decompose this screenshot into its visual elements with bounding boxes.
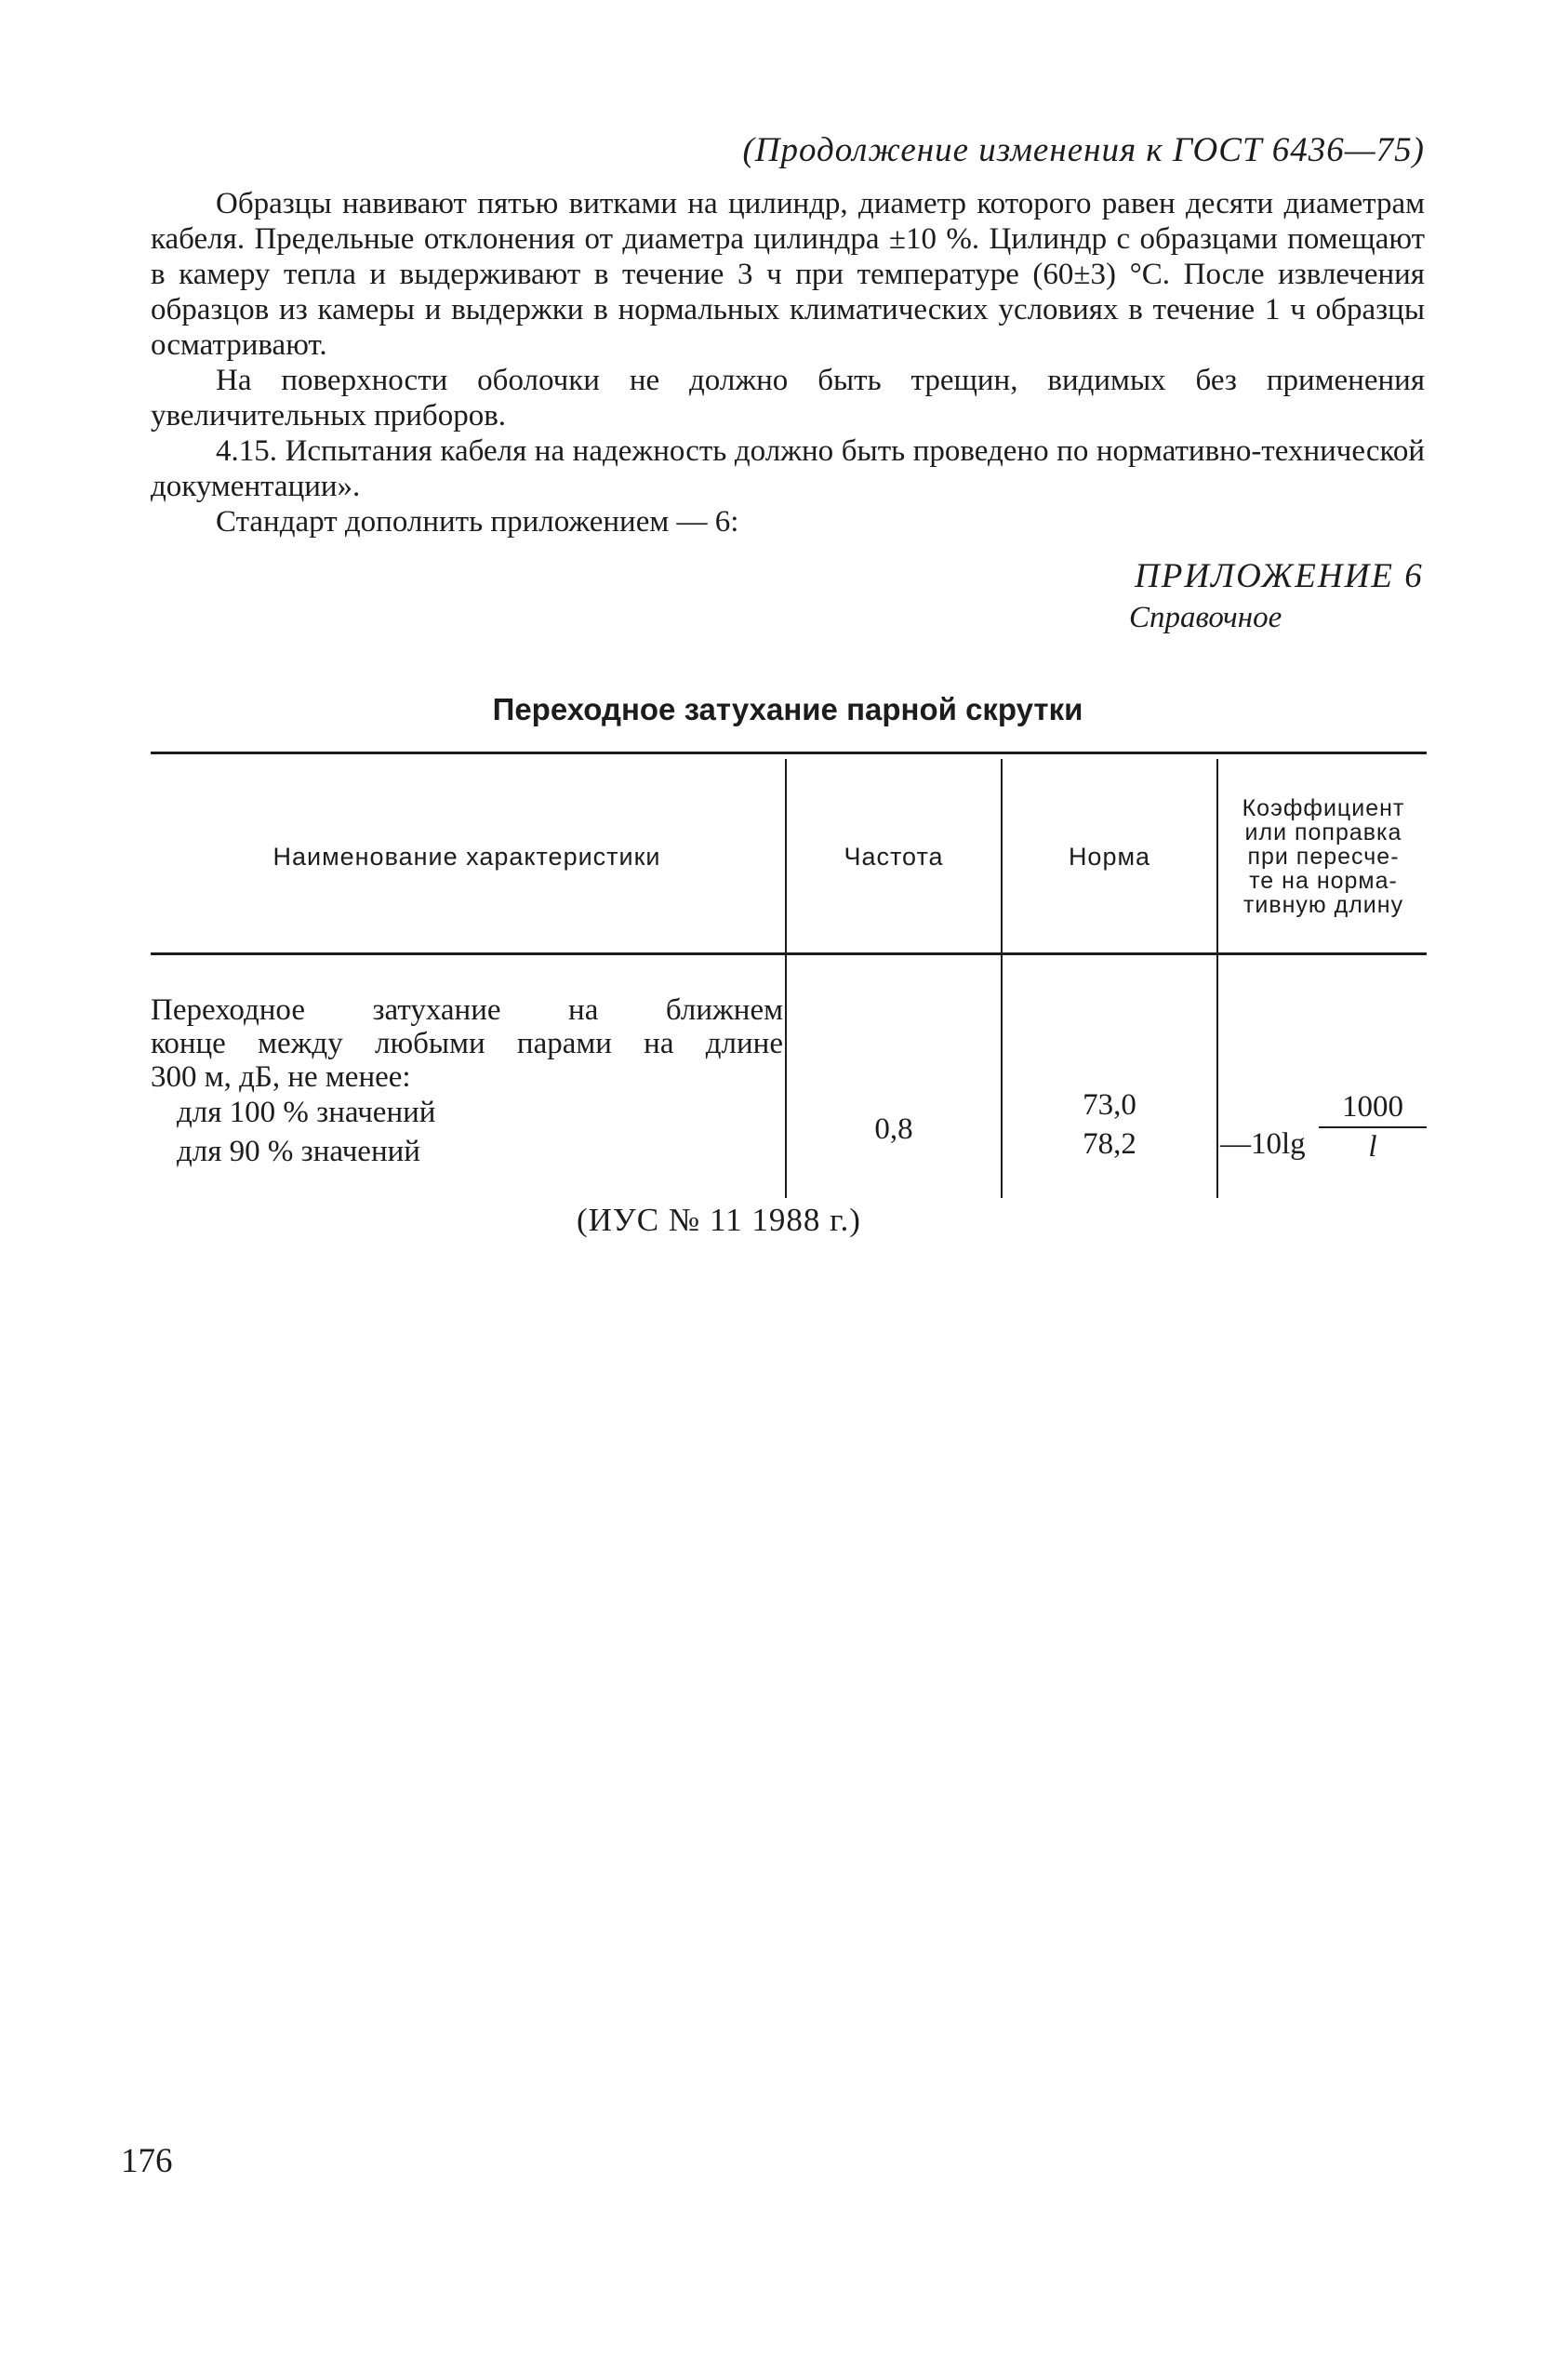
paragraph: 4.15. Испытания кабеля на надежность должно быть проведено по нормативно-технической документации». <box>151 434 1425 503</box>
paragraph: Образцы навивают пятью витками на цилиндр, диаметр которого равен десяти диаметрам кабеля. Предельные отклонения от диаметра цилиндра ±10 %. Цилиндр с образцами помещают в камеру тепла и выдерживают в течение 3 ч при температуре (60±3) °С. После извлечения образцов из камеры и выдержки в нормальных климатических условиях в течение 1 ч образцы осматривают. <box>151 187 1425 362</box>
page-number: 176 <box>121 2142 173 2180</box>
paragraph: Стандарт дополнить приложением — 6: <box>216 505 739 539</box>
fraction-bar <box>1319 1126 1427 1128</box>
row-name-line: Переходное затухание на ближнем <box>151 993 783 1027</box>
table-title: Переходное затухание парной скрутки <box>492 692 1083 726</box>
formula-denominator: l <box>1368 1130 1377 1164</box>
column-divider <box>1216 759 1218 1198</box>
ius-reference: (ИУС № 11 1988 г.) <box>577 1202 861 1238</box>
paragraph: На поверхности оболочки не должно быть трещин, видимых без применения увеличительных приборов. <box>151 364 1425 433</box>
row-sub-item: для 100 % значений <box>177 1096 436 1129</box>
row-name-line: конце между любыми парами на длине <box>151 1027 783 1060</box>
body-text <box>151 186 1425 539</box>
document-header: (Продолжение изменения к ГОСТ 6436—75) <box>742 131 1425 169</box>
table-top-rule <box>151 752 1427 754</box>
header-name: Наименование характеристики <box>272 843 661 871</box>
formula-fraction <box>1319 1090 1427 1165</box>
table-header-rule <box>151 952 1427 955</box>
row-frequency: 0,8 <box>874 1112 913 1146</box>
row-name-line: 300 м, дБ, не менее: <box>151 1060 411 1094</box>
header-coefficient: Коэффициент или поправка при пересче- те на норма- тивную длину <box>1242 795 1405 918</box>
row-norm-90: 78,2 <box>1083 1127 1136 1161</box>
header-norm: Норма <box>1068 843 1151 871</box>
row-norm-100: 73,0 <box>1083 1088 1136 1122</box>
formula-numerator: 1000 <box>1342 1090 1403 1124</box>
row-sub-item: для 90 % значений <box>177 1135 420 1168</box>
appendix-title: ПРИЛОЖЕНИЕ 6 <box>1135 557 1424 595</box>
appendix-subtitle: Справочное <box>1129 601 1282 634</box>
header-frequency: Частота <box>844 843 944 871</box>
row-name-cell <box>151 993 783 1168</box>
formula-prefix: —10lg <box>1220 1127 1306 1161</box>
